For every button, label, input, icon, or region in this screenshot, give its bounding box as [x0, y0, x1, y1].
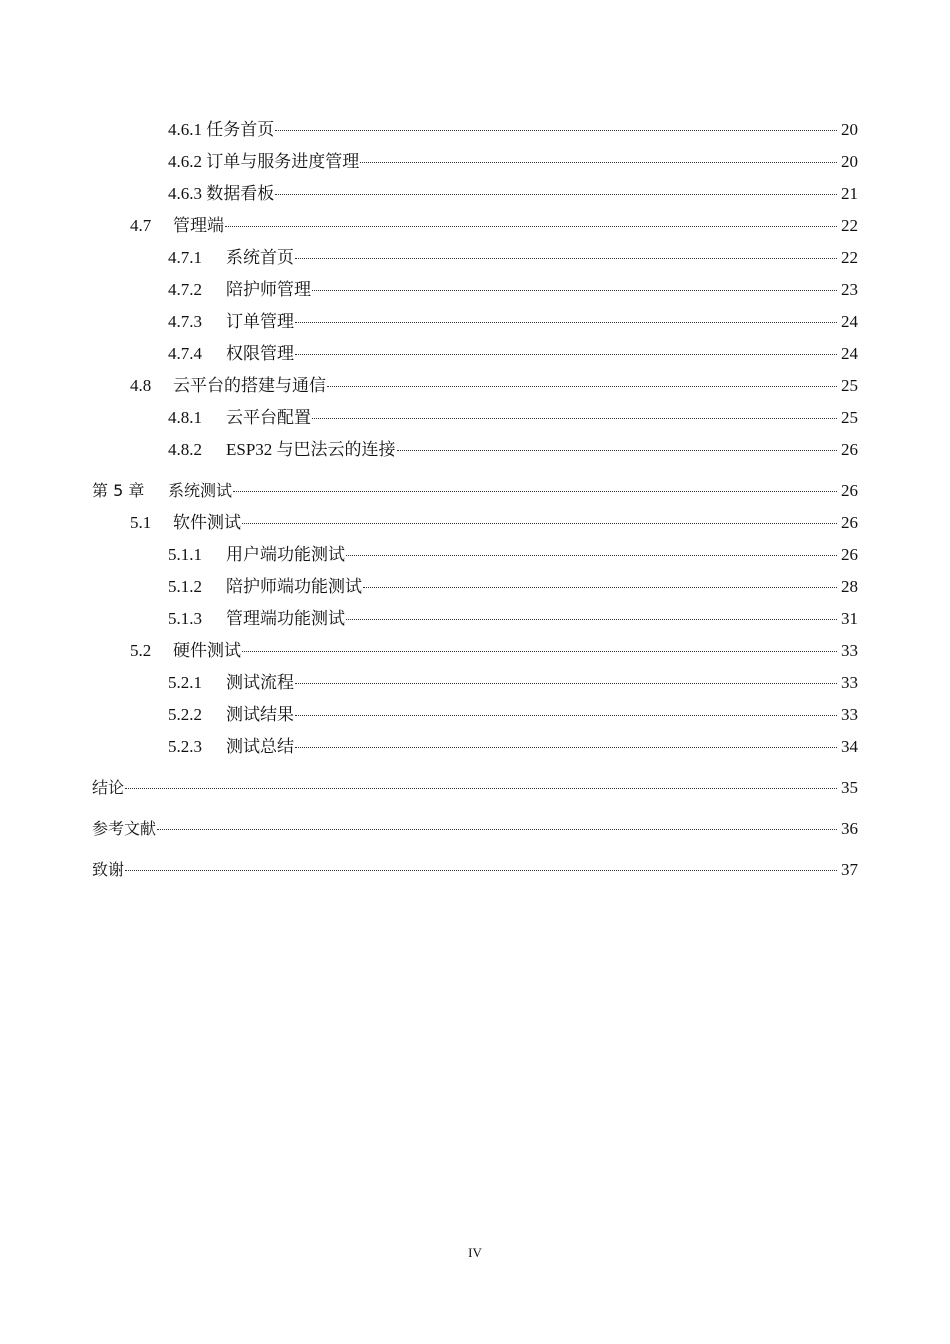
dot-leader [346, 619, 837, 620]
toc-entry-title: 系统首页 [226, 248, 294, 267]
dot-leader [125, 788, 837, 789]
toc-entry-title: 云平台配置 [226, 408, 311, 427]
dot-leader [295, 354, 837, 355]
toc-entry[interactable] [0, 639, 950, 663]
toc-entry-page: 20 [841, 152, 858, 171]
toc-entry[interactable] [0, 342, 950, 366]
toc-entry-page: 31 [841, 609, 858, 628]
toc-entry-number: 5.2.2 [168, 705, 202, 724]
toc-entry[interactable] [0, 310, 950, 334]
toc-entry-number: 4.8.1 [168, 408, 202, 427]
toc-entry-page: 24 [841, 312, 858, 331]
toc-entry-title: 测试结果 [226, 705, 294, 724]
toc-entry[interactable] [0, 671, 950, 695]
toc-entry-number: 第 5 章 [92, 481, 145, 500]
toc-entry[interactable] [0, 278, 950, 302]
toc-entry-number: 5.1 [130, 513, 152, 532]
toc-entry-number: 4.7.4 [168, 344, 202, 363]
toc-entry-title: 致谢 [92, 860, 125, 879]
toc-entry-number: 5.2 [130, 641, 152, 660]
dot-leader [242, 651, 837, 652]
toc-entry-page: 33 [841, 641, 858, 660]
toc-entry[interactable] [0, 246, 950, 270]
toc-entry[interactable] [0, 438, 950, 462]
toc-entry-title: 测试总结 [226, 737, 294, 756]
toc-entry-title: 结论 [92, 778, 125, 797]
dot-leader [327, 386, 837, 387]
toc-entry-number: 5.1.1 [168, 545, 202, 564]
dot-leader [157, 829, 837, 830]
toc-entry-page: 33 [841, 673, 858, 692]
toc-entry-number: 4.7.2 [168, 280, 202, 299]
toc-entry-number: 5.1.2 [168, 577, 202, 596]
toc-entry-page: 26 [841, 481, 858, 500]
toc-entry-title: 权限管理 [226, 344, 294, 363]
toc-entry[interactable] [0, 511, 950, 535]
toc-entry-page: 26 [841, 513, 858, 532]
toc-entry-number: 5.2.3 [168, 737, 202, 756]
toc-entry-number: 4.7.1 [168, 248, 202, 267]
toc-entry-page: 37 [841, 860, 858, 879]
toc-entry-title: 用户端功能测试 [226, 545, 345, 564]
dot-leader [360, 162, 837, 163]
toc-entry[interactable] [0, 214, 950, 238]
toc-entry-title: 测试流程 [226, 673, 294, 692]
toc-entry-number: 4.6.3 [168, 184, 207, 203]
dot-leader [275, 130, 837, 131]
toc-entry[interactable] [0, 776, 950, 800]
toc-entry-page: 20 [841, 120, 858, 139]
toc-entry-number: 4.8.2 [168, 440, 202, 459]
toc-entry-title: 订单与服务进度管理 [206, 152, 360, 171]
dot-leader [312, 290, 837, 291]
dot-leader [346, 555, 837, 556]
toc-entry-number: 4.6.1 [168, 120, 207, 139]
dot-leader [295, 715, 837, 716]
toc-entry-page: 21 [841, 184, 858, 203]
page-footer-number: IV [468, 1245, 482, 1260]
dot-leader [233, 491, 837, 492]
toc-entry-number: 4.7 [130, 216, 152, 235]
toc-entry-page: 24 [841, 344, 858, 363]
toc-entry[interactable] [0, 406, 950, 430]
toc-entry-page: 25 [841, 376, 858, 395]
toc-entry-page: 33 [841, 705, 858, 724]
dot-leader [295, 683, 837, 684]
dot-leader [397, 450, 837, 451]
toc-entry-page: 26 [841, 545, 858, 564]
toc-entry[interactable] [0, 817, 950, 841]
toc-entry-page: 23 [841, 280, 858, 299]
toc-entry-number: 4.8 [130, 376, 152, 395]
toc-entry-title: 参考文献 [92, 819, 157, 838]
dot-leader [275, 194, 837, 195]
toc-entry-page: 22 [841, 216, 858, 235]
toc-entry-number: 5.2.1 [168, 673, 202, 692]
toc-entry-number: 5.1.3 [168, 609, 202, 628]
dot-leader [242, 523, 837, 524]
toc-entry-title: 系统测试 [168, 481, 233, 500]
toc-entry-title: 任务首页 [206, 120, 275, 139]
dot-leader [295, 747, 837, 748]
toc-entry-title: 管理端功能测试 [226, 609, 345, 628]
dot-leader [312, 418, 837, 419]
toc-entry-page: 25 [841, 408, 858, 427]
dot-leader [295, 322, 837, 323]
toc-entry[interactable] [0, 374, 950, 398]
toc-entry[interactable] [0, 575, 950, 599]
toc-entry-page: 34 [841, 737, 858, 756]
toc-entry-page: 36 [841, 819, 858, 838]
toc-entry[interactable] [0, 858, 950, 882]
toc-entry-page: 35 [841, 778, 858, 797]
toc-entry-title: 数据看板 [206, 184, 275, 203]
dot-leader [225, 226, 837, 227]
toc-entry-title: 云平台的搭建与通信 [173, 376, 326, 395]
toc-entry-title: 陪护师端功能测试 [226, 577, 362, 596]
toc-entry-title: 软件测试 [173, 513, 241, 532]
toc-entry-title: 管理端 [173, 216, 224, 235]
toc-entry[interactable] [0, 607, 950, 631]
toc-entry-number: 4.6.2 [168, 152, 207, 171]
toc-entry[interactable] [0, 182, 950, 206]
toc-entry-title: ESP32 与巴法云的连接 [226, 440, 396, 459]
toc-entry-title: 订单管理 [226, 312, 294, 331]
toc-entry-page: 28 [841, 577, 858, 596]
dot-leader [363, 587, 837, 588]
toc-entry[interactable] [0, 118, 950, 142]
toc-entry-title: 陪护师管理 [226, 280, 311, 299]
toc-entry[interactable] [0, 703, 950, 727]
toc-entry-title: 硬件测试 [173, 641, 241, 660]
toc-entry[interactable] [0, 150, 950, 174]
toc-entry-page: 22 [841, 248, 858, 267]
toc-entry-number: 4.7.3 [168, 312, 202, 331]
toc-entry[interactable] [0, 735, 950, 759]
dot-leader [125, 870, 837, 871]
toc-entry-page: 26 [841, 440, 858, 459]
toc-entry[interactable] [0, 479, 950, 503]
dot-leader [295, 258, 837, 259]
toc-entry[interactable] [0, 543, 950, 567]
